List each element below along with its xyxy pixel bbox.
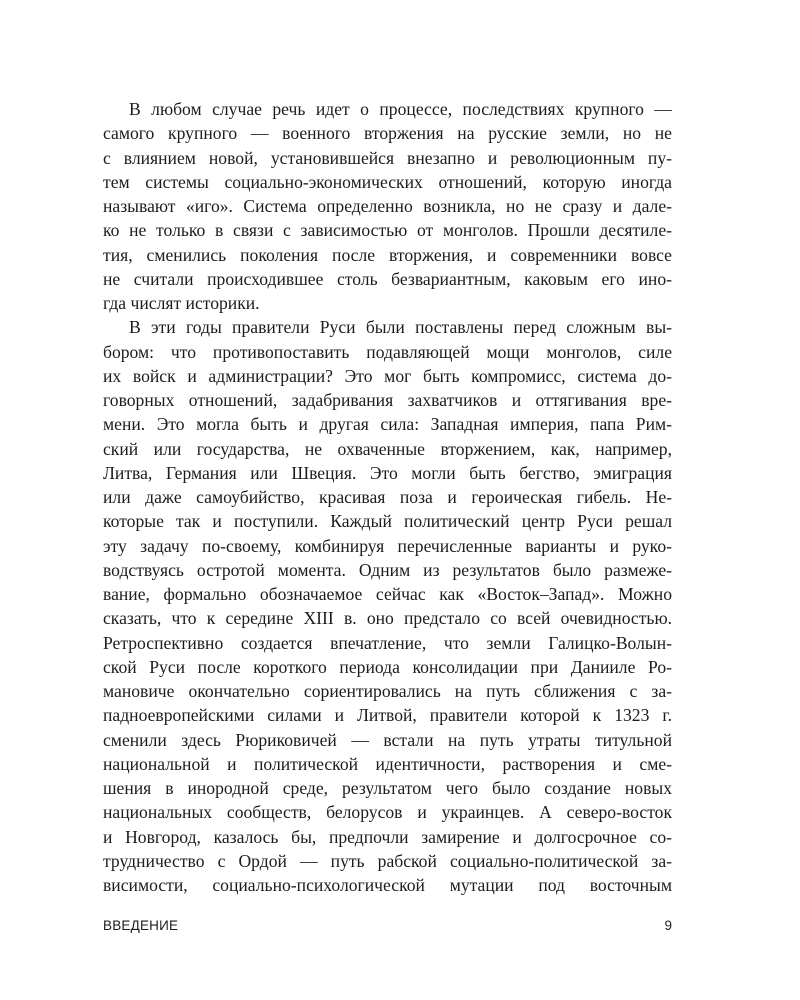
text-line: и Новгород, казалось бы, предпочли замирение и долгосрочное со- [103,826,672,847]
text-line: национальной и политической идентичности, растворения и сме- [103,753,672,774]
text-line: трудничество с Ордой — путь рабской социально-политической за- [103,850,672,871]
text-line: ской Руси после короткого периода консолидации при Данииле Ро- [103,656,672,677]
text-line: мановиче окончательно сориентировались на путь сближения с за- [103,681,672,701]
text-line: которые так и поступили. Каждый политический центр Руси решал [103,511,672,532]
text-line: самого крупного — военного вторжения на русские земли, но не [103,123,672,144]
text-line: говорных отношений, задабривания захватчиков и оттягивания вре- [103,390,672,410]
text-line: падноевропейскими силами и Литвой, правители которой к 1323 г. [103,705,672,726]
page-number: 9 [664,918,672,933]
text-line: шения в инородной среде, результатом чего было создание новых [103,778,672,798]
text-line: тем системы социально-экономических отношений, которую иногда [103,171,672,192]
text-line: водствуясь остротой момента. Одним из результатов было размеже- [103,559,672,580]
text-line: их войск и администрации? Это мог быть компромисс, система до- [103,365,672,386]
text-line: ский или государства, не охваченные вторжением, как, например, [103,438,672,459]
text-line: В эти годы правители Руси были поставлены перед сложным вы- [129,317,672,338]
text-line: или даже самоубийство, красивая поза и героическая гибель. Не- [103,487,672,507]
text-line: висимости, социально-психологической мутации под восточным [103,875,672,895]
text-line: Литва, Германия или Швеция. Это могли быть бегство, эмиграция [103,462,672,483]
text-line: эту задачу по-своему, комбинируя перечисленные варианты и руко- [103,535,672,556]
text-line: национальных сообществ, белорусов и украинцев. А северо-восток [103,802,672,823]
text-line: называют «иго». Система определенно возникла, но не сразу и дале- [103,196,672,216]
body-text [103,97,672,897]
running-head: ВВЕДЕНИЕ [103,918,179,933]
text-line: не считали происходившее столь безвариантным, каковым его ино- [103,268,672,289]
page-footer [103,918,672,938]
text-line: Ретроспективно создается впечатление, что земли Галицко-Волын- [103,632,672,653]
text-line: В любом случае речь идет о процессе, последствиях крупного — [129,99,672,119]
text-line: с влиянием новой, установившейся внезапно и революционным пу- [103,147,672,168]
text-line: ко не только в связи с зависимостью от монголов. Прошли десятиле- [103,220,672,241]
text-line: гда числят историки. [103,293,260,313]
text-line: сменили здесь Рюриковичей — встали на путь утраты титульной [103,729,672,750]
text-line: сказать, что к середине XIII в. оно предстало со всей очевидностью. [103,608,672,629]
text-line: бором: что противопоставить подавляющей мощи монголов, силе [103,341,672,362]
text-line: вание, формально обозначаемое сейчас как «Восток–Запад». Можно [103,584,672,604]
text-line: тия, сменились поколения после вторжения, и современники вовсе [103,244,672,265]
text-line: мени. Это могла быть и другая сила: Западная империя, папа Рим- [103,414,672,435]
